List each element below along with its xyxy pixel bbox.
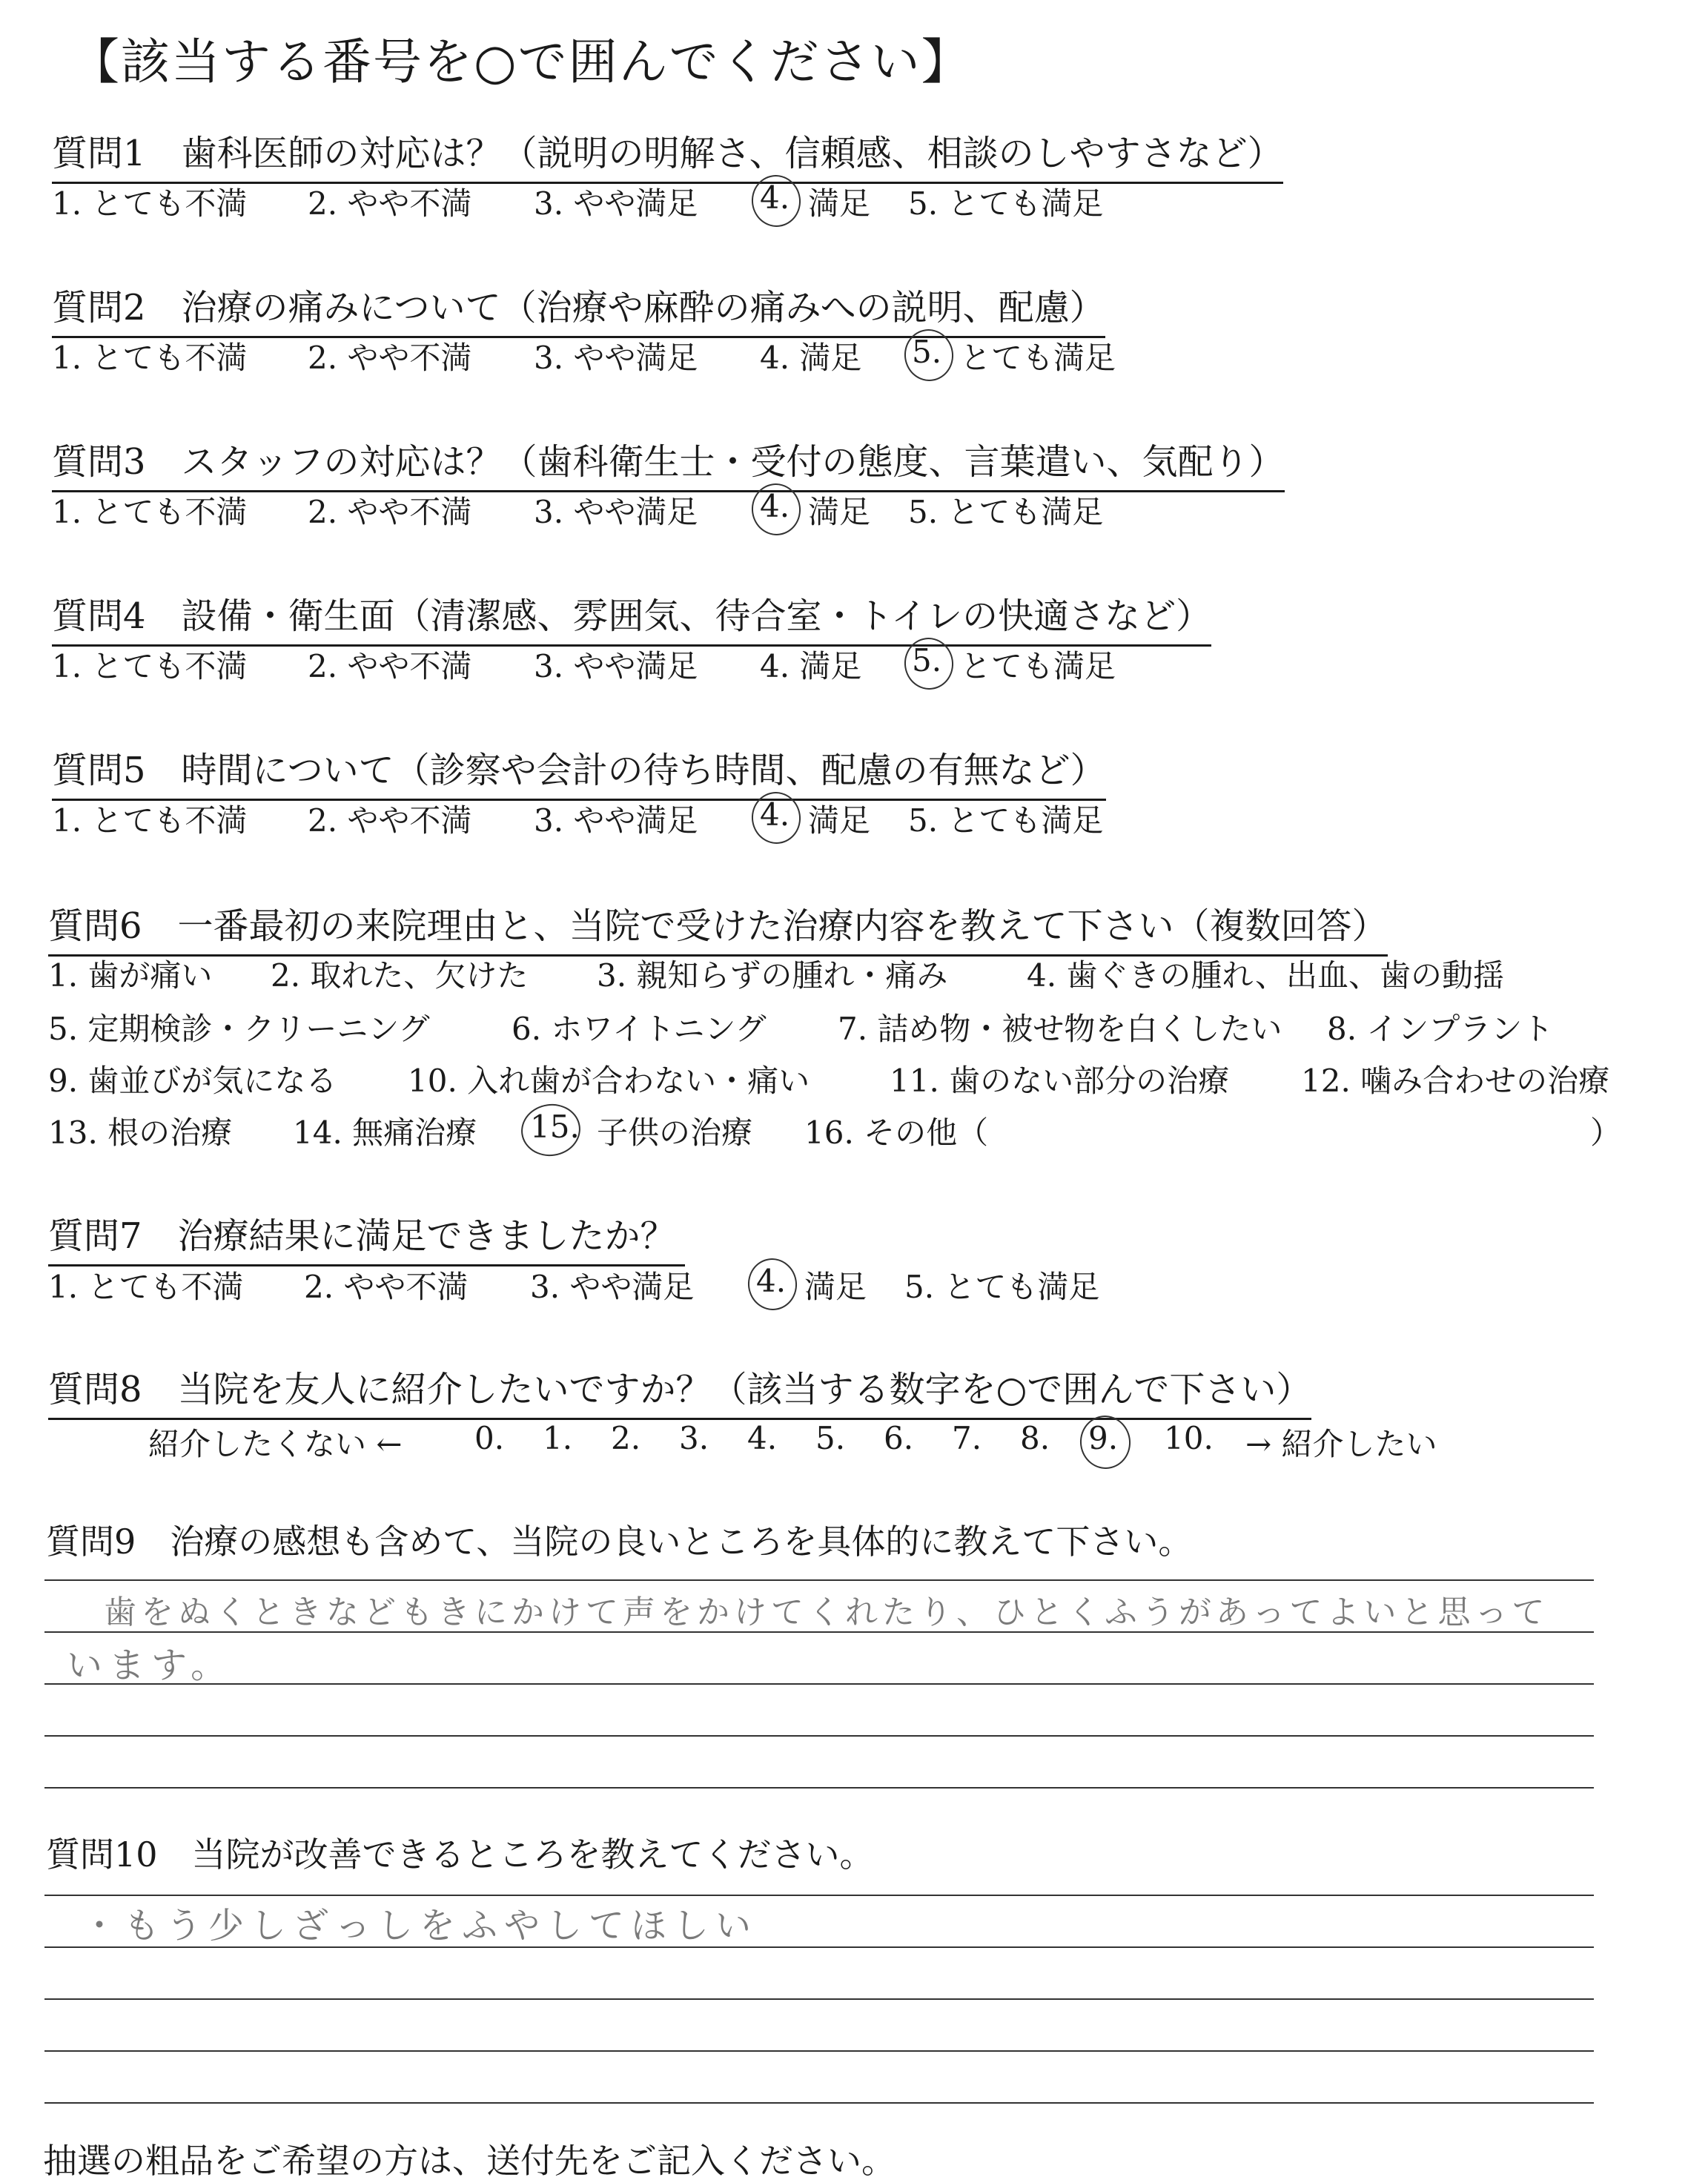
q1-option-2[interactable]: 2. やや不満 [308,185,472,222]
question-1-options [52,179,1609,224]
q4-option-2[interactable]: 2. やや不満 [308,648,472,684]
q7-option-4-label: 満足 [804,1269,867,1305]
question-2-heading: 質問2 治療の痛みについて（治療や麻酔の痛みへの説明、配慮） [52,279,1105,338]
q6-option-10[interactable]: 10. 入れ歯が合わない・痛い [408,1063,810,1099]
q8-left-label: 紹介したくない ← [148,1426,403,1462]
q8-number-3[interactable]: 3. [679,1420,709,1456]
q6-option-9[interactable]: 9. 歯並びが気になる [48,1063,337,1099]
q5-option-4[interactable]: 4. [760,796,790,833]
q6-option-1[interactable]: 1. 歯が痛い [48,957,213,994]
q4-option-5[interactable]: 5. [912,642,942,678]
q8-number-9[interactable]: 9. [1088,1420,1119,1456]
q3-option-4[interactable]: 4. [760,488,790,524]
question-6-row-3 [48,1057,1657,1101]
q7-selection-circle [744,1255,800,1314]
q2-option-5[interactable]: 5. [912,334,942,370]
question-8-heading: 質問8 当院を友人に紹介したいですか？（該当する数字を○で囲んで下さい） [48,1361,1311,1420]
question-10-heading: 質問10 当院が改善できるところを教えてください。 [46,1834,874,1875]
q6-option-8[interactable]: 8. インプラント [1327,1011,1554,1047]
q9-answer-line-1 [44,1579,1594,1581]
q2-option-4[interactable]: 4. 満足 [760,340,862,376]
q7-option-1[interactable]: 1. とても不満 [48,1269,244,1305]
q6-option-5[interactable]: 5. 定期検診・クリーニング [48,1011,430,1047]
q8-number-1[interactable]: 1. [543,1420,573,1456]
question-3-heading: 質問3 スタッフの対応は？（歯科衛生士・受付の態度、言葉遣い、気配り） [52,433,1285,492]
q7-option-3[interactable]: 3. やや満足 [530,1269,695,1305]
question-6-row-1 [48,951,1642,996]
q2-selection-circle [901,326,956,385]
q2-option-5-label: とても満足 [960,340,1116,376]
q3-option-3[interactable]: 3. やや満足 [534,494,698,530]
question-8-scale [148,1420,1483,1464]
q1-option-4[interactable]: 4. [760,179,790,216]
q6-option-6[interactable]: 6. ホワイトニング [512,1011,767,1047]
q9-answer-line-3 [44,1683,1594,1685]
q3-option-2[interactable]: 2. やや不満 [308,494,472,530]
q9-handwritten-answer-2[interactable]: います。 [67,1645,234,1686]
q4-option-1[interactable]: 1. とても不満 [52,648,248,684]
q1-option-5[interactable]: 5. とても満足 [908,185,1104,222]
question-2-options [52,334,1609,378]
q10-answer-line-4 [44,2050,1594,2052]
q8-right-label: → 紹介したい [1245,1426,1437,1462]
q3-selection-circle [748,480,804,539]
q10-handwritten-answer[interactable]: ・もう少しざっしをふやしてほしい [82,1905,758,1946]
q2-option-1[interactable]: 1. とても不満 [52,340,248,376]
q6-option-14[interactable]: 14. 無痛治療 [293,1114,477,1151]
q6-option-11[interactable]: 11. 歯のない部分の治療 [890,1063,1230,1099]
q8-selection-circle [1076,1413,1133,1473]
q8-number-10[interactable]: 10. [1164,1420,1214,1456]
q6-option-16[interactable]: 16. その他（ [804,1114,989,1151]
q9-answer-line-5 [44,1787,1594,1789]
q8-number-8[interactable]: 8. [1020,1420,1050,1456]
q3-option-1[interactable]: 1. とても不満 [52,494,248,530]
q6-option-4[interactable]: 4. 歯ぐきの腫れ、出血、歯の動揺 [1027,957,1504,994]
q6-option-12[interactable]: 12. 噛み合わせの治療 [1301,1063,1610,1099]
q5-option-1[interactable]: 1. とても不満 [52,802,248,839]
question-4-options [52,642,1609,687]
question-7-heading: 質問7 治療結果に満足できましたか？ [48,1207,685,1266]
q2-option-3[interactable]: 3. やや満足 [534,340,698,376]
q4-option-3[interactable]: 3. やや満足 [534,648,698,684]
q8-number-5[interactable]: 5. [815,1420,846,1456]
q8-number-0[interactable]: 0. [474,1420,505,1456]
question-6-row-4 [48,1109,1642,1153]
q8-number-2[interactable]: 2. [611,1420,641,1456]
question-7-options [48,1263,1605,1307]
question-5-options [52,796,1609,841]
question-6-row-2 [48,1005,1642,1049]
q4-option-4[interactable]: 4. 満足 [760,648,862,684]
question-5-heading: 質問5 時間について（診察や会計の待ち時間、配慮の有無など） [52,742,1106,801]
question-6-heading: 質問6 一番最初の来院理由と、当院で受けた治療内容を教えて下さい（複数回答） [48,897,1388,957]
q6-option-3[interactable]: 3. 親知らずの腫れ・痛み [597,957,948,994]
q10-answer-line-3 [44,1998,1594,2000]
q8-number-7[interactable]: 7. [952,1420,982,1456]
question-1-heading: 質問1 歯科医師の対応は？（説明の明解さ、信頼感、相談のしやすさなど） [52,125,1283,184]
form-title: 【該当する番号を○で囲んでください】 [70,33,972,90]
q5-option-2[interactable]: 2. やや不満 [308,802,472,839]
question-4-heading: 質問4 設備・衛生面（清潔感、雰囲気、待合室・トイレの快適さなど） [52,587,1211,647]
q1-option-3[interactable]: 3. やや満足 [534,185,698,222]
q8-number-6[interactable]: 6. [884,1420,914,1456]
q9-handwritten-answer-1[interactable]: 歯をぬくときなどもきにかけて声をかけてくれたり、ひとくふうがあってよいと思って [104,1594,1549,1631]
q6-option-15[interactable]: 15. [530,1109,580,1145]
q7-option-4[interactable]: 4. [756,1263,787,1299]
q7-option-5[interactable]: 5. とても満足 [904,1269,1100,1305]
question-3-options [52,488,1609,532]
q4-selection-circle [901,635,956,693]
q5-option-3[interactable]: 3. やや満足 [534,802,698,839]
q1-selection-circle [748,172,804,231]
q10-answer-line-5 [44,2102,1594,2104]
q3-option-5[interactable]: 5. とても満足 [908,494,1104,530]
mailing-address-prompt: 抽選の粗品をご希望の方は、送付先をご記入ください。 [43,2141,896,2181]
q5-selection-circle [748,789,804,848]
question-9-heading: 質問9 治療の感想も含めて、当院の良いところを具体的に教えて下さい。 [46,1522,1193,1562]
q6-option-7[interactable]: 7. 詰め物・被せ物を白くしたい [838,1011,1282,1047]
q6-option-15-label: 子供の治療 [597,1114,753,1151]
q9-answer-line-4 [44,1735,1594,1737]
q6-option-13[interactable]: 13. 根の治療 [48,1114,233,1151]
q6-option-2[interactable]: 2. 取れた、欠けた [271,957,529,994]
q1-option-4-label: 満足 [808,185,871,222]
q7-option-2[interactable]: 2. やや不満 [304,1269,469,1305]
q8-number-4[interactable]: 4. [747,1420,778,1456]
q2-option-2[interactable]: 2. やや不満 [308,340,472,376]
q3-option-4-label: 満足 [808,494,871,530]
q6-other-close-paren: ） [1590,1114,1622,1151]
q4-option-5-label: とても満足 [960,648,1116,684]
q5-option-5[interactable]: 5. とても満足 [908,802,1104,839]
q1-option-1[interactable]: 1. とても不満 [52,185,248,222]
q10-answer-line-1 [44,1895,1594,1896]
q5-option-4-label: 満足 [808,802,871,839]
